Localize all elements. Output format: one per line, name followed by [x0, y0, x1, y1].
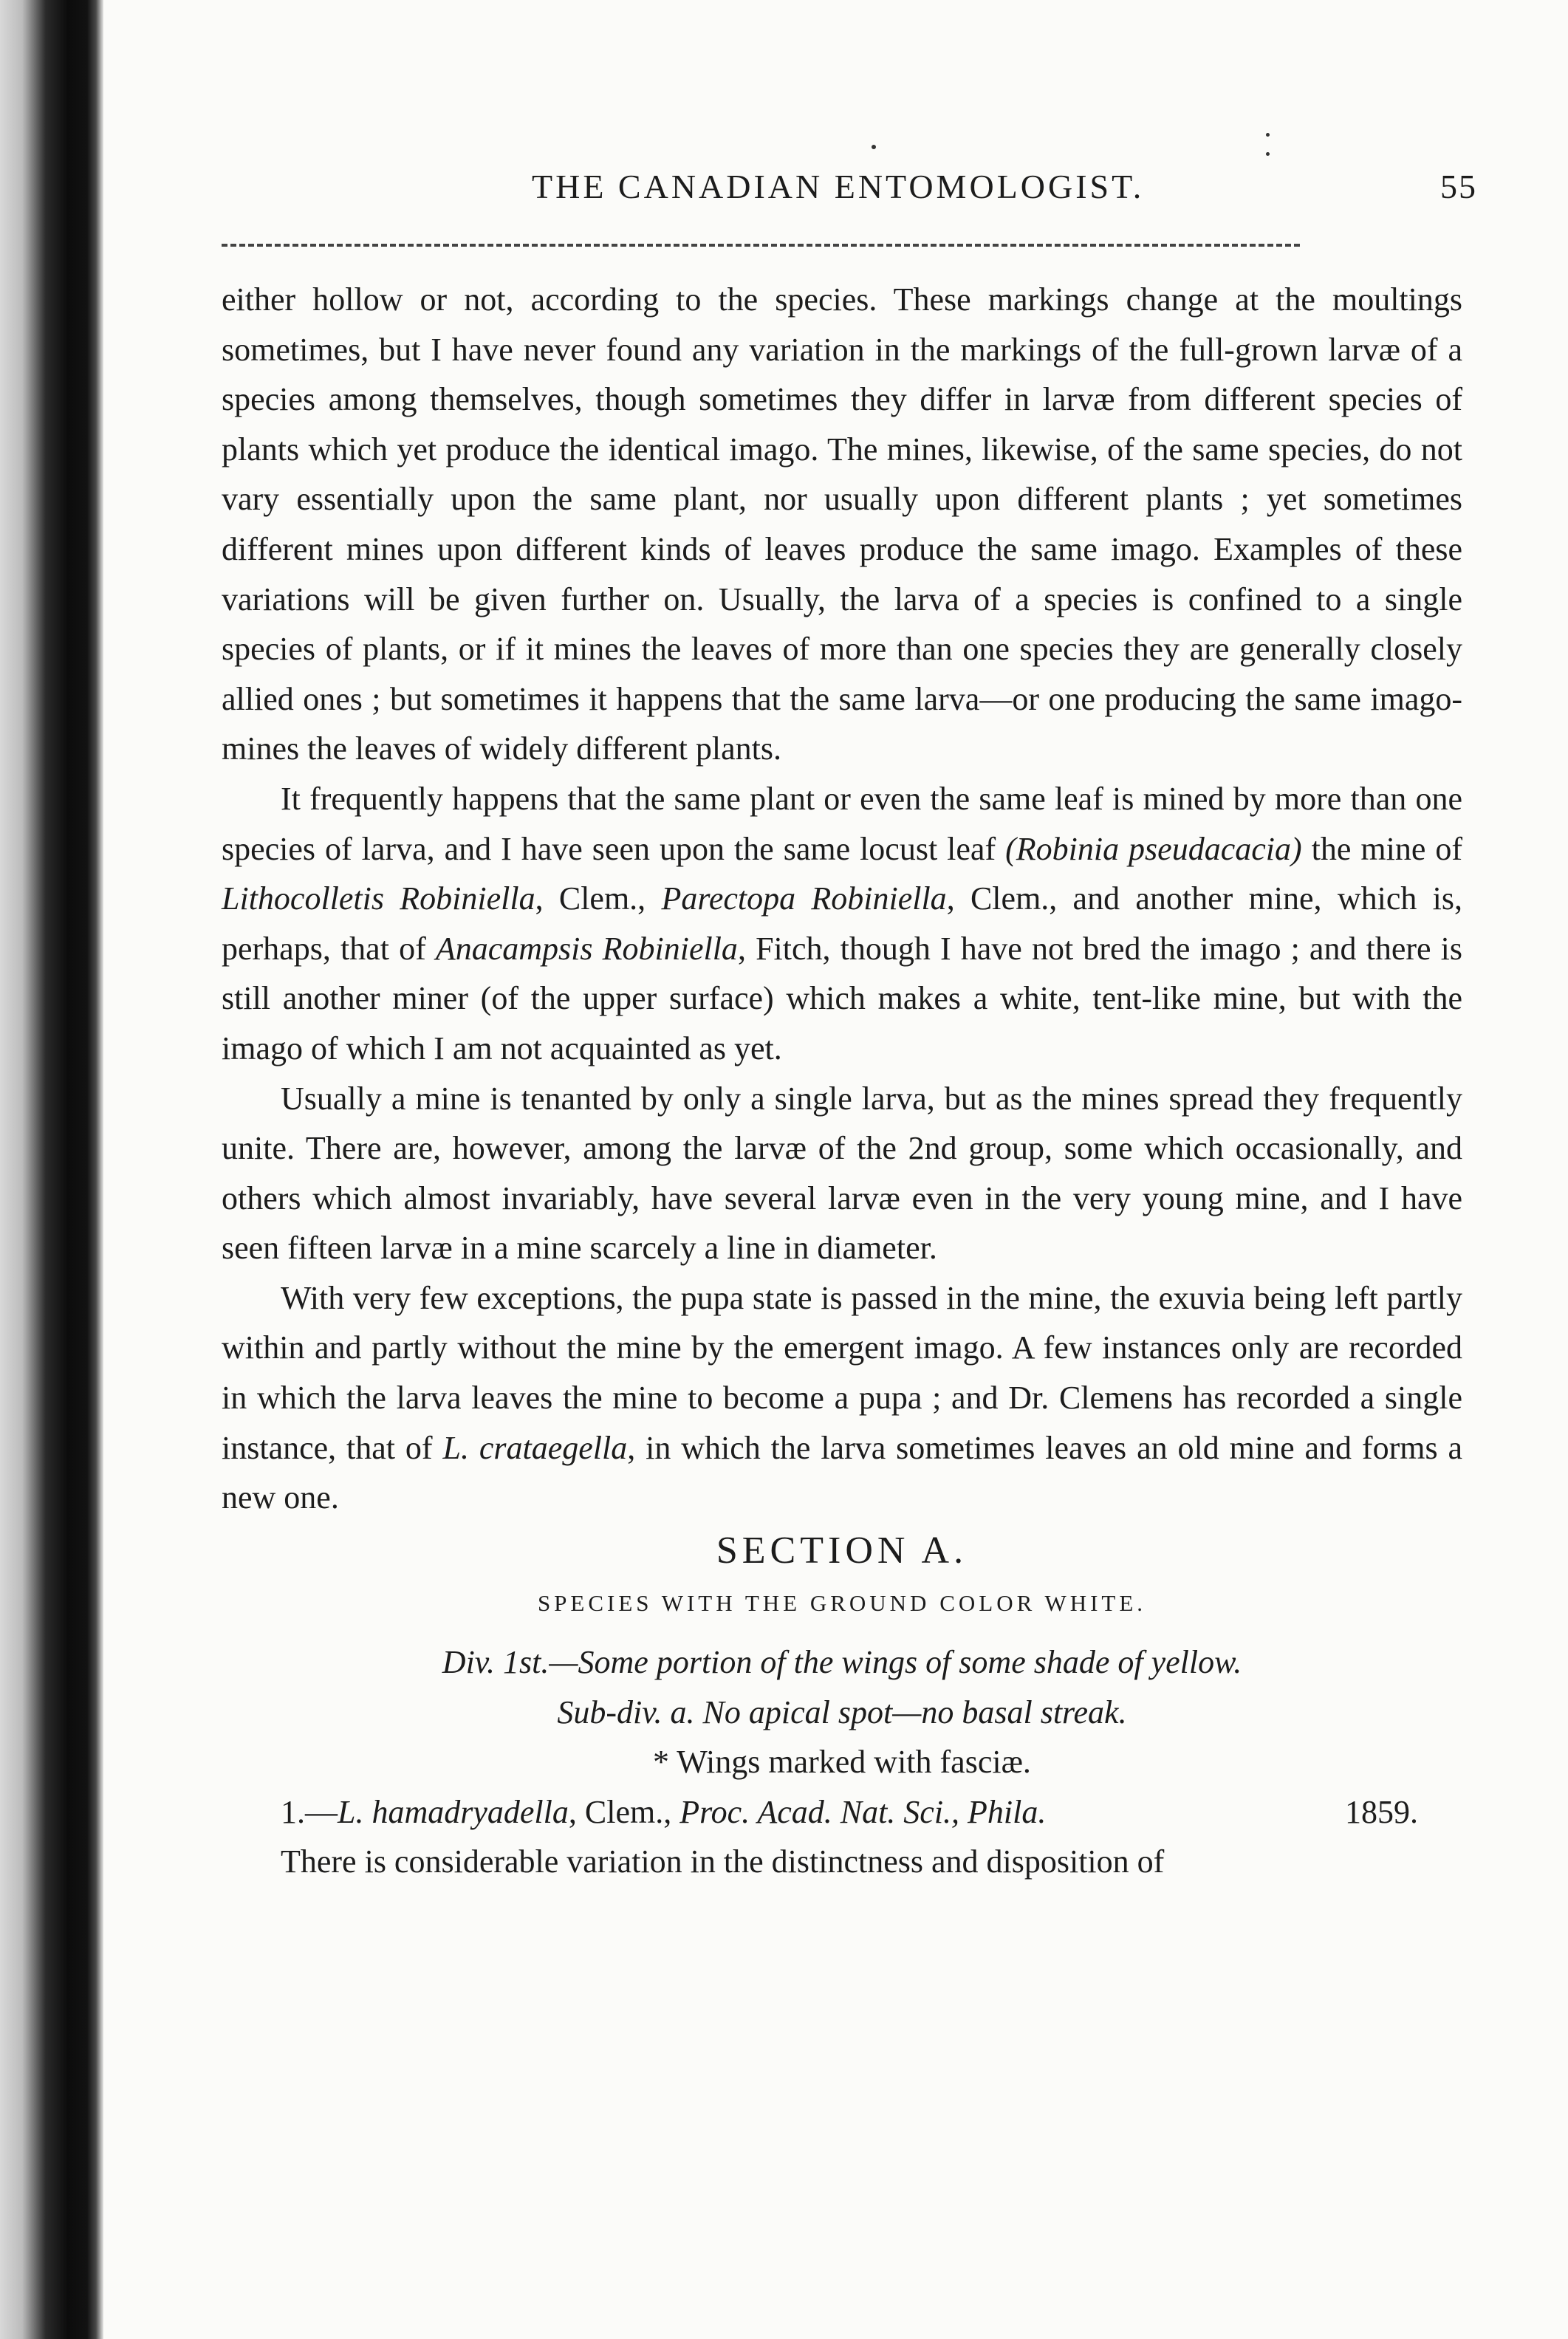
- paragraph-text: , in which the larva sometimes leaves an old mine and forms a new one.: [222, 1429, 1462, 1516]
- italic-taxon-text: Lithocolletis Robiniella: [222, 880, 535, 917]
- body-paragraph: [222, 1074, 1462, 1273]
- page-number: 55: [1440, 168, 1477, 205]
- section-title: SECTION A.: [716, 1529, 968, 1572]
- running-header: [222, 167, 1477, 211]
- species-name: L. hamadryadella: [338, 1793, 569, 1830]
- species-author: , Clem.,: [568, 1793, 680, 1830]
- paragraph-text: , Clem.,: [535, 880, 662, 917]
- section-subtitle: SPECIES WITH THE GROUND COLOR WHITE.: [537, 1590, 1147, 1617]
- species-entry: [222, 1787, 1462, 1838]
- paragraph-text: the mine of: [1301, 830, 1462, 867]
- header-rule: [222, 244, 1300, 247]
- body-paragraph: [222, 275, 1462, 774]
- page-body: [222, 275, 1462, 1887]
- paragraph-text: , Clem., and another mine, which is, perhaps, that of: [222, 880, 1462, 967]
- body-paragraph: [222, 1273, 1462, 1523]
- italic-taxon-text: L. crataegella: [442, 1429, 628, 1466]
- print-speck: [1266, 133, 1270, 137]
- entry-number: 1.—: [281, 1793, 338, 1830]
- division-heading: Div. 1st.—Some portion of the wings of some shade of yellow.: [442, 1644, 1242, 1681]
- publication-year: 1859.: [1345, 1793, 1418, 1830]
- body-paragraph: [222, 774, 1462, 1074]
- paragraph-text: It frequently happens that the same plant or even the same leaf is mined by more than one species of larva, and I have seen upon the same locust leaf: [222, 780, 1462, 867]
- print-speck: [1266, 152, 1270, 156]
- closing-paragraph: There is considerable variation in the distinctness and disposition of: [281, 1843, 1165, 1880]
- print-speck: [872, 145, 876, 149]
- journal-title: THE CANADIAN ENTOMOLOGIST.: [532, 168, 1145, 205]
- paragraph-text: either hollow or not, according to the species. These markings change at the moultings sometimes, but I have never found any variation in the markings of the full-grown larvæ of a species among themselves, though sometimes they differ in larvæ from different species of plants which yet produce the identical imago. The mines, likewise, of the same species, do not vary essentially upon the same plant, nor usually upon different plants ; yet sometimes different mines upon different kinds of leaves produce the same imago. Examples of these variations will be given further on. Usually, the larva of a species is confined to a single species of plants, or if it mines the leaves of more than one species they are generally closely allied ones ; but sometimes it happens that the same larva—or one producing the same imago- mines the leaves of widely different plants.: [222, 281, 1462, 767]
- paragraph-text: , Fitch, though I have not bred the imago ; and there is still another miner (of the upper surface) which makes a white, tent-like mine, but with the imago of which I am not acquainted as yet.: [222, 930, 1462, 1066]
- italic-taxon-text: (Robinia pseudacacia): [1005, 830, 1302, 867]
- body-paragraphs: [222, 275, 1462, 1523]
- italic-taxon-text: Anacampsis Robiniella: [435, 930, 738, 967]
- italic-taxon-text: Parectopa Robiniella: [661, 880, 947, 917]
- paragraph-text: With very few exceptions, the pupa state is passed in the mine, the exuvia being left partly within and partly without the mine by the emergent imago. A few instances only are recorded in which the larva leaves the mine to become a pupa ; and Dr. Clemens has recorded a single instance, that of: [222, 1279, 1462, 1466]
- publication-reference: Proc. Acad. Nat. Sci., Phila.: [679, 1793, 1047, 1830]
- subdivision-heading: Sub-div. a. No apical spot—no basal streak.: [557, 1694, 1127, 1730]
- paragraph-text: Usually a mine is tenanted by only a single larva, but as the mines spread they frequently unite. There are, however, among the larvæ of the 2nd group, some which occasionally, and others which almost invariably, have several larvæ even in the very young mine, and I have seen fifteen larvæ in a mine scarcely a line in diameter.: [222, 1080, 1462, 1267]
- book-binding-edge: [0, 0, 103, 2339]
- group-heading: * Wings marked with fasciæ.: [653, 1744, 1031, 1781]
